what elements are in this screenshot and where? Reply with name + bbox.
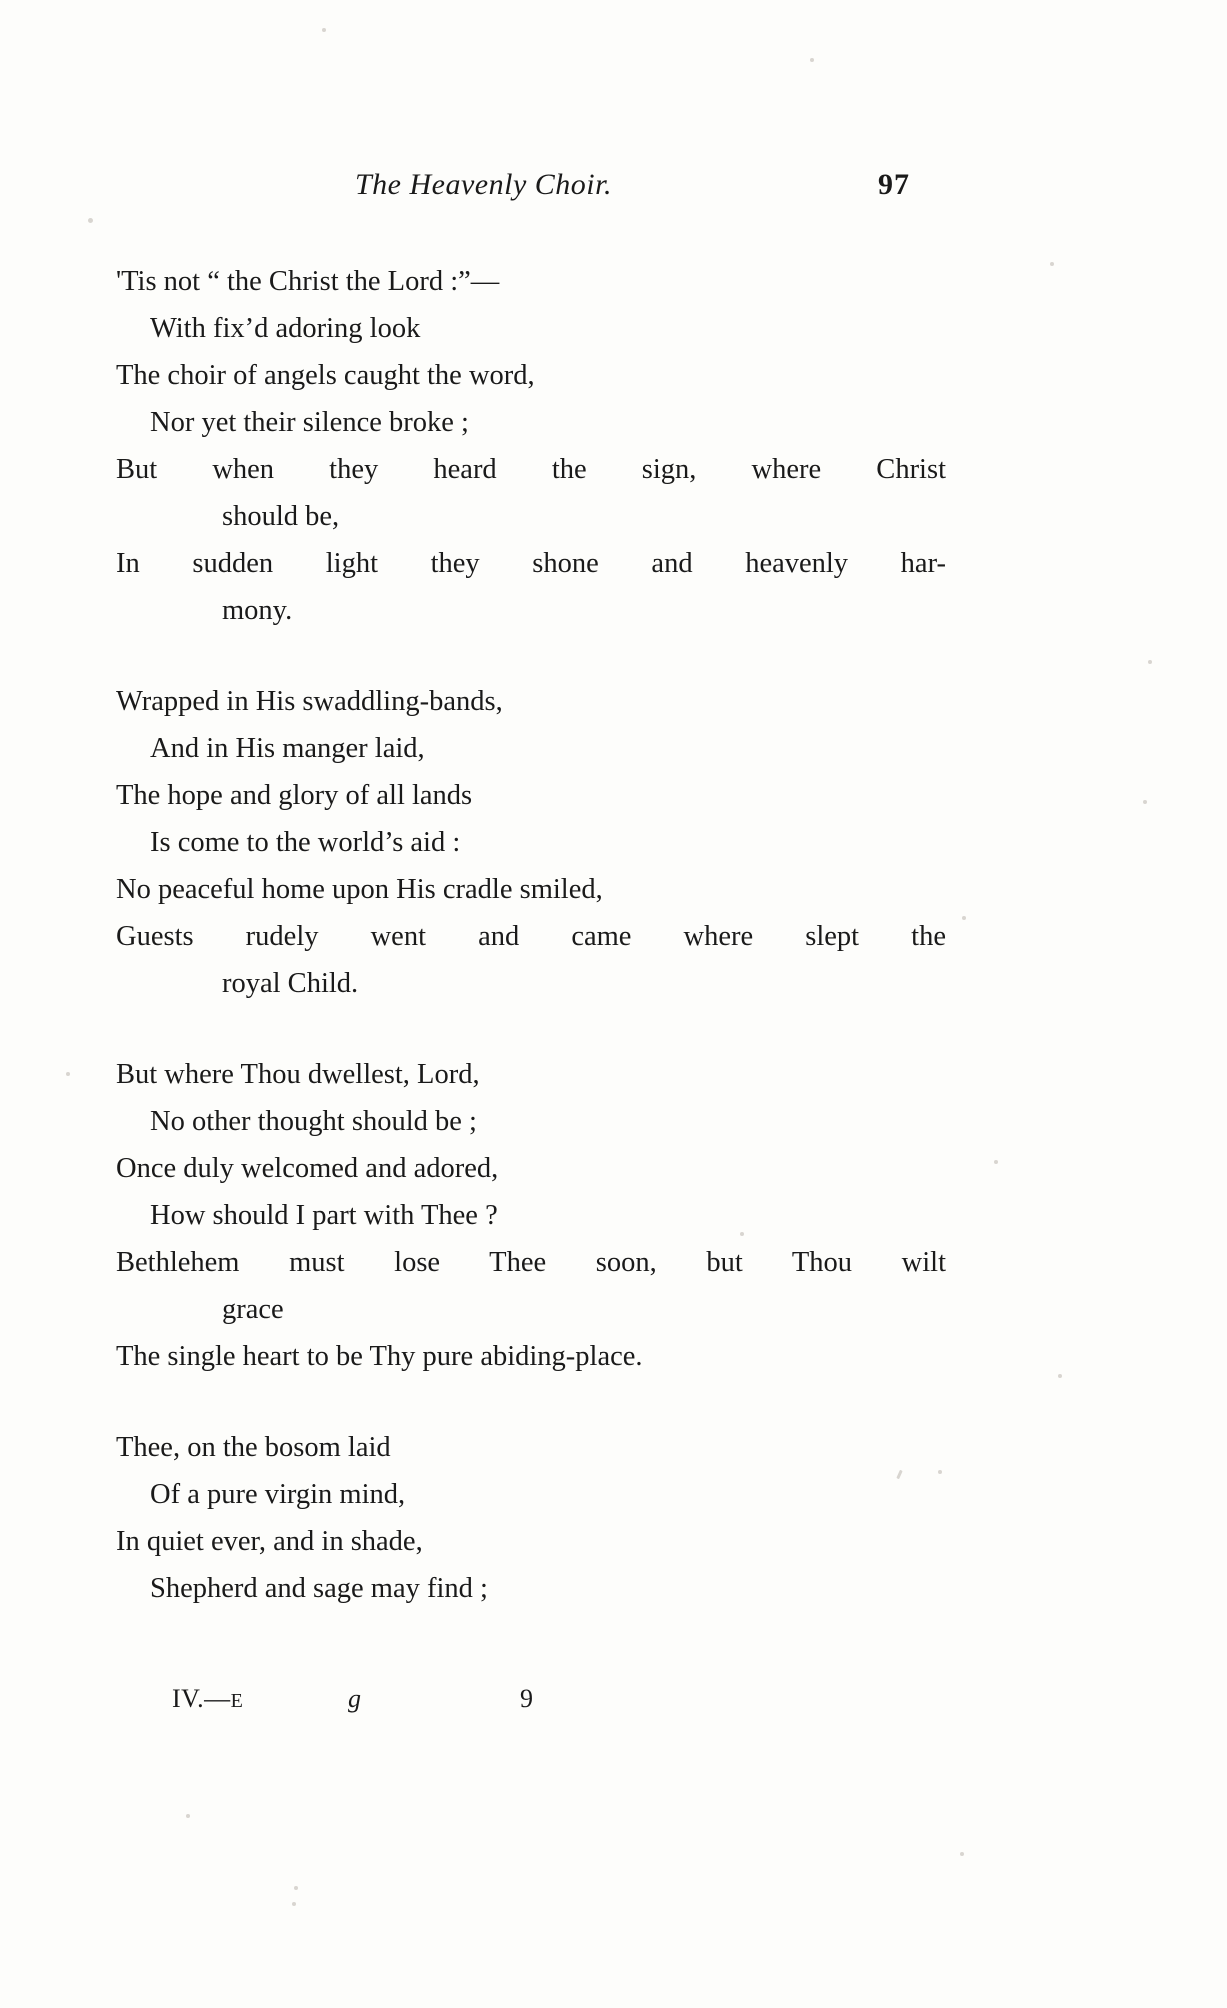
poem-line: The choir of angels caught the word, [116, 360, 535, 391]
signature-number: 9 [520, 1684, 533, 1713]
scan-speck [292, 1902, 296, 1906]
poem-line: Bethlehem must lose Thee soon, but Thou wilt [116, 1247, 946, 1278]
poem-line: No other thought should be ; [150, 1106, 477, 1137]
poem-line: 'Tis not “ the Christ the Lord :”— [116, 266, 500, 297]
poem-line: How should I part with Thee ? [150, 1200, 498, 1231]
scan-speck [960, 1852, 964, 1856]
poem-line: Wrapped in His swaddling-bands, [116, 686, 503, 717]
poem-line: grace [222, 1294, 284, 1325]
signature-volume: IV.—E [172, 1684, 244, 1713]
scan-speck [186, 1814, 190, 1818]
poem-line: Thee, on the bosom laid [116, 1432, 391, 1463]
stanza [0, 1051, 1227, 1380]
poem-line: No peaceful home upon His cradle smiled, [116, 874, 603, 905]
poem-line: Guests rudely went and came where slept the [116, 921, 946, 952]
poem-line: And in His manger laid, [150, 733, 425, 764]
poem-line: In sudden light they shone and heavenly har- [116, 548, 946, 579]
scan-speck [810, 58, 814, 62]
signature-line [0, 1684, 1227, 1720]
poem-line: Is come to the world’s aid : [150, 827, 461, 858]
scan-speck [322, 28, 326, 32]
poem-line: The single heart to be Thy pure abiding-place. [116, 1341, 643, 1372]
scan-speck [88, 218, 93, 223]
stanza [0, 258, 1227, 634]
running-head [110, 168, 940, 208]
signature-volume-letter: E [230, 1690, 244, 1712]
stanza [0, 1424, 1227, 1612]
scan-speck [294, 1886, 298, 1890]
signature-mark: g [348, 1684, 361, 1713]
poem-line: Shepherd and sage may find ; [150, 1573, 488, 1604]
poem-line: The hope and glory of all lands [116, 780, 473, 811]
page-title: The Heavenly Choir. [355, 168, 612, 201]
poem-line: But when they heard the sign, where Christ [116, 454, 946, 485]
poem-line: Nor yet their silence broke ; [150, 407, 469, 438]
poem-line: mony. [222, 595, 293, 626]
poem-line: With fix’d adoring look [150, 313, 421, 344]
poem-line: But where Thou dwellest, Lord, [116, 1059, 480, 1090]
poem-body [0, 258, 1227, 1656]
poem-line: In quiet ever, and in shade, [116, 1526, 423, 1557]
poem-line: should be, [222, 501, 340, 532]
page-number: 97 [878, 168, 910, 201]
poem-line: Once duly welcomed and adored, [116, 1153, 499, 1184]
poem-line: royal Child. [222, 968, 359, 999]
stanza [0, 678, 1227, 1007]
poem-line: Of a pure virgin mind, [150, 1479, 406, 1510]
